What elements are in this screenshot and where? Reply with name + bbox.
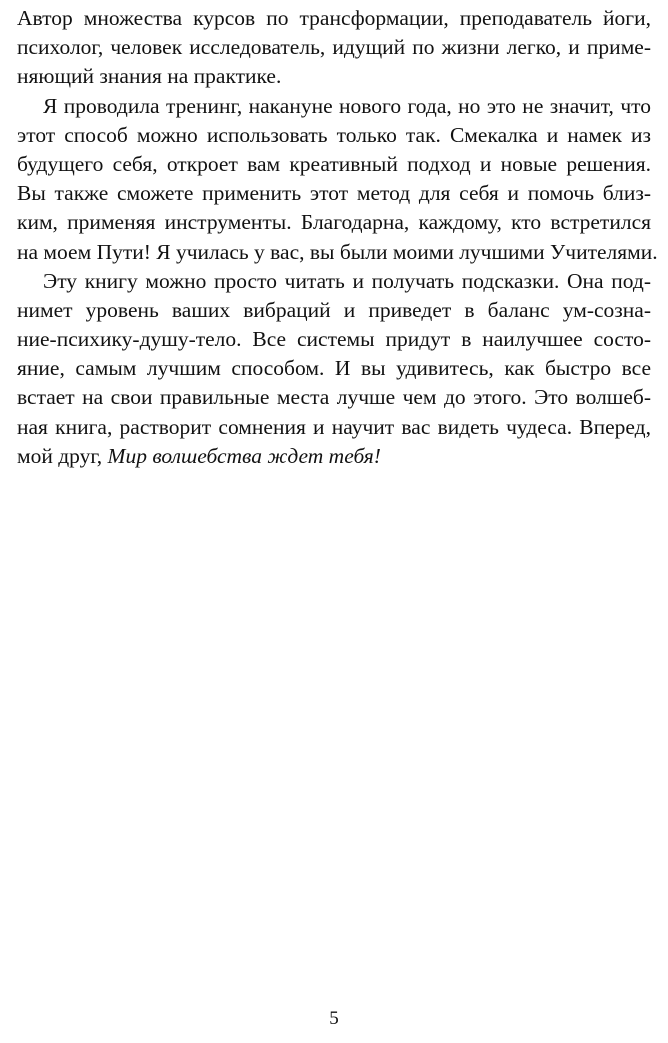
text-line: Эту книгу можно просто читать и получать подсказки. Она под- bbox=[43, 268, 651, 293]
text-line: на моем Пути! Я училась у вас, вы были моими лучшими Учителями. bbox=[17, 239, 658, 264]
text-line: яние, самым лучшим способом. И вы удивитесь, как быстро все bbox=[17, 356, 651, 381]
page-number: 5 bbox=[329, 1008, 339, 1029]
text-line: ная книга, растворит сомнения и научит вас видеть чудеса. Вперед, bbox=[17, 414, 651, 439]
text-line: нимет уровень ваших вибраций и приведет в баланс ум-созна- bbox=[17, 297, 651, 322]
text-line: психолог, человек исследователь, идущий по жизни легко, и приме- bbox=[17, 35, 651, 60]
text-line: Вы также сможете применить этот метод для себя и помочь близ- bbox=[17, 181, 651, 206]
paragraph-book bbox=[17, 267, 651, 471]
text-line: Я проводила тренинг, накануне нового года, но это не значит, что bbox=[43, 93, 651, 118]
text-line-final bbox=[17, 442, 651, 471]
text-line: ние-психику-душу-тело. Все системы придут в наилучшее состо- bbox=[17, 327, 651, 352]
body-text bbox=[17, 4, 658, 471]
final-line-italic: Мир волшебства ждет тебя! bbox=[107, 443, 381, 468]
paragraph-training bbox=[17, 92, 658, 267]
paragraph-author bbox=[17, 4, 651, 92]
text-line: ким, применяя инструменты. Благодарна, каждому, кто встретился bbox=[17, 210, 651, 235]
text-line: этот способ можно использовать только так. Смекалка и намек из bbox=[17, 122, 651, 147]
text-line: будущего себя, откроет вам креативный подход и новые решения. bbox=[17, 151, 651, 176]
text-line: встает на свои правильные места лучше чем до этого. Это волшеб- bbox=[17, 385, 651, 410]
final-line-prefix: мой друг, bbox=[17, 443, 108, 468]
text-line: няющий знания на практике. bbox=[17, 64, 282, 89]
text-line: Автор множества курсов по трансформации, преподаватель йоги, bbox=[17, 6, 651, 30]
